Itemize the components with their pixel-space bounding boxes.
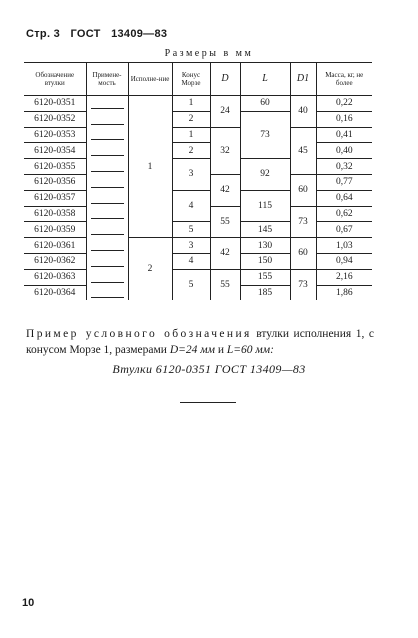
applicability-blank bbox=[86, 111, 128, 127]
row-code: 6120-0359 bbox=[24, 222, 86, 238]
col-designation: Обозначение втулки bbox=[24, 63, 86, 96]
table-row bbox=[24, 96, 372, 112]
row-code: 6120-0357 bbox=[24, 190, 86, 206]
morse-cell: 4 bbox=[172, 253, 210, 269]
table-row bbox=[24, 159, 372, 175]
d-cell: 42 bbox=[210, 238, 240, 270]
dimensions-table bbox=[24, 62, 372, 300]
row-code: 6120-0358 bbox=[24, 206, 86, 222]
standard-number: 13409—83 bbox=[111, 28, 168, 40]
page-number: 10 bbox=[22, 597, 35, 609]
col-d1: D1 bbox=[290, 63, 316, 96]
example-paragraph bbox=[26, 326, 374, 358]
morse-cell: 1 bbox=[172, 127, 210, 143]
separator-rule bbox=[180, 402, 236, 403]
mass-cell: 1,86 bbox=[316, 285, 372, 300]
mass-cell: 0,64 bbox=[316, 190, 372, 206]
applicability-blank bbox=[86, 285, 128, 300]
example-rest: втулки исполнения 1, с конусом Морзе 1, размерами bbox=[26, 328, 374, 356]
row-code: 6120-0361 bbox=[24, 238, 86, 254]
row-code: 6120-0363 bbox=[24, 269, 86, 285]
l-cell: 60 bbox=[240, 96, 290, 112]
d1-cell: 73 bbox=[290, 269, 316, 300]
applicability-blank bbox=[86, 269, 128, 285]
page-label: Стр. 3 bbox=[26, 28, 61, 40]
table-row bbox=[24, 127, 372, 143]
applicability-blank bbox=[86, 238, 128, 254]
mass-cell: 0,62 bbox=[316, 206, 372, 222]
applicability-blank bbox=[86, 159, 128, 175]
col-d: D bbox=[210, 63, 240, 96]
example-dim-d: D=24 мм bbox=[169, 344, 215, 356]
table-caption: Размеры в мм bbox=[164, 48, 254, 59]
row-code: 6120-0356 bbox=[24, 174, 86, 190]
mass-cell: 0,77 bbox=[316, 174, 372, 190]
applicability-blank bbox=[86, 253, 128, 269]
row-code: 6120-0364 bbox=[24, 285, 86, 300]
d1-cell: 60 bbox=[290, 174, 316, 206]
morse-cell: 2 bbox=[172, 111, 210, 127]
applicability-blank bbox=[86, 174, 128, 190]
row-code: 6120-0354 bbox=[24, 143, 86, 159]
example-conj: и bbox=[217, 344, 224, 356]
example-lead: Пример условного обозначения bbox=[26, 328, 252, 340]
d1-cell: 45 bbox=[290, 127, 316, 174]
row-code: 6120-0362 bbox=[24, 253, 86, 269]
mass-cell: 0,40 bbox=[316, 143, 372, 159]
example-dim-l: L=60 мм: bbox=[226, 344, 274, 356]
col-execution: Исполне-ние bbox=[128, 63, 172, 96]
col-applicability: Примене-мость bbox=[86, 63, 128, 96]
table-row bbox=[24, 222, 372, 238]
standard-label: ГОСТ bbox=[70, 28, 101, 40]
applicability-blank bbox=[86, 96, 128, 112]
table-header-row bbox=[24, 63, 372, 96]
mass-cell: 0,32 bbox=[316, 159, 372, 175]
applicability-blank bbox=[86, 127, 128, 143]
table-row bbox=[24, 253, 372, 269]
d-cell: 55 bbox=[210, 269, 240, 300]
mass-cell: 0,22 bbox=[316, 96, 372, 112]
row-code: 6120-0352 bbox=[24, 111, 86, 127]
table-row bbox=[24, 111, 372, 127]
morse-cell: 2 bbox=[172, 143, 210, 159]
col-l: L bbox=[240, 63, 290, 96]
morse-cell: 3 bbox=[172, 238, 210, 254]
mass-cell: 0,16 bbox=[316, 111, 372, 127]
d-cell: 42 bbox=[210, 174, 240, 206]
col-mass: Масса, кг, не более bbox=[316, 63, 372, 96]
table-row bbox=[24, 143, 372, 159]
mass-cell: 0,41 bbox=[316, 127, 372, 143]
mass-cell: 2,16 bbox=[316, 269, 372, 285]
l-cell: 150 bbox=[240, 253, 290, 269]
page-header bbox=[26, 28, 174, 40]
row-code: 6120-0351 bbox=[24, 96, 86, 112]
mass-cell: 1,03 bbox=[316, 238, 372, 254]
row-code: 6120-0353 bbox=[24, 127, 86, 143]
d-cell: 24 bbox=[210, 96, 240, 128]
morse-cell: 5 bbox=[172, 269, 210, 300]
mass-cell: 0,94 bbox=[316, 253, 372, 269]
l-cell: 115 bbox=[240, 190, 290, 222]
applicability-blank bbox=[86, 190, 128, 206]
morse-cell: 1 bbox=[172, 96, 210, 112]
l-cell: 185 bbox=[240, 285, 290, 300]
applicability-blank bbox=[86, 143, 128, 159]
d1-cell: 60 bbox=[290, 238, 316, 270]
table-row bbox=[24, 238, 372, 254]
morse-cell: 3 bbox=[172, 159, 210, 191]
col-morse-taper: Конус Морзе bbox=[172, 63, 210, 96]
execution-cell: 1 bbox=[128, 96, 172, 238]
l-cell: 155 bbox=[240, 269, 290, 285]
d-cell: 55 bbox=[210, 206, 240, 238]
l-cell: 73 bbox=[240, 111, 290, 158]
l-cell: 130 bbox=[240, 238, 290, 254]
l-cell: 92 bbox=[240, 159, 290, 191]
applicability-blank bbox=[86, 222, 128, 238]
l-cell: 145 bbox=[240, 222, 290, 238]
d1-cell: 40 bbox=[290, 96, 316, 128]
execution-cell: 2 bbox=[128, 238, 172, 301]
morse-cell: 4 bbox=[172, 190, 210, 222]
table-row bbox=[24, 190, 372, 206]
mass-cell: 0,67 bbox=[316, 222, 372, 238]
morse-cell: 5 bbox=[172, 222, 210, 238]
d-cell: 32 bbox=[210, 127, 240, 174]
designation-example: Втулки 6120-0351 ГОСТ 13409—83 bbox=[112, 362, 306, 376]
row-code: 6120-0355 bbox=[24, 159, 86, 175]
d1-cell: 73 bbox=[290, 206, 316, 238]
applicability-blank bbox=[86, 206, 128, 222]
table-row bbox=[24, 269, 372, 285]
